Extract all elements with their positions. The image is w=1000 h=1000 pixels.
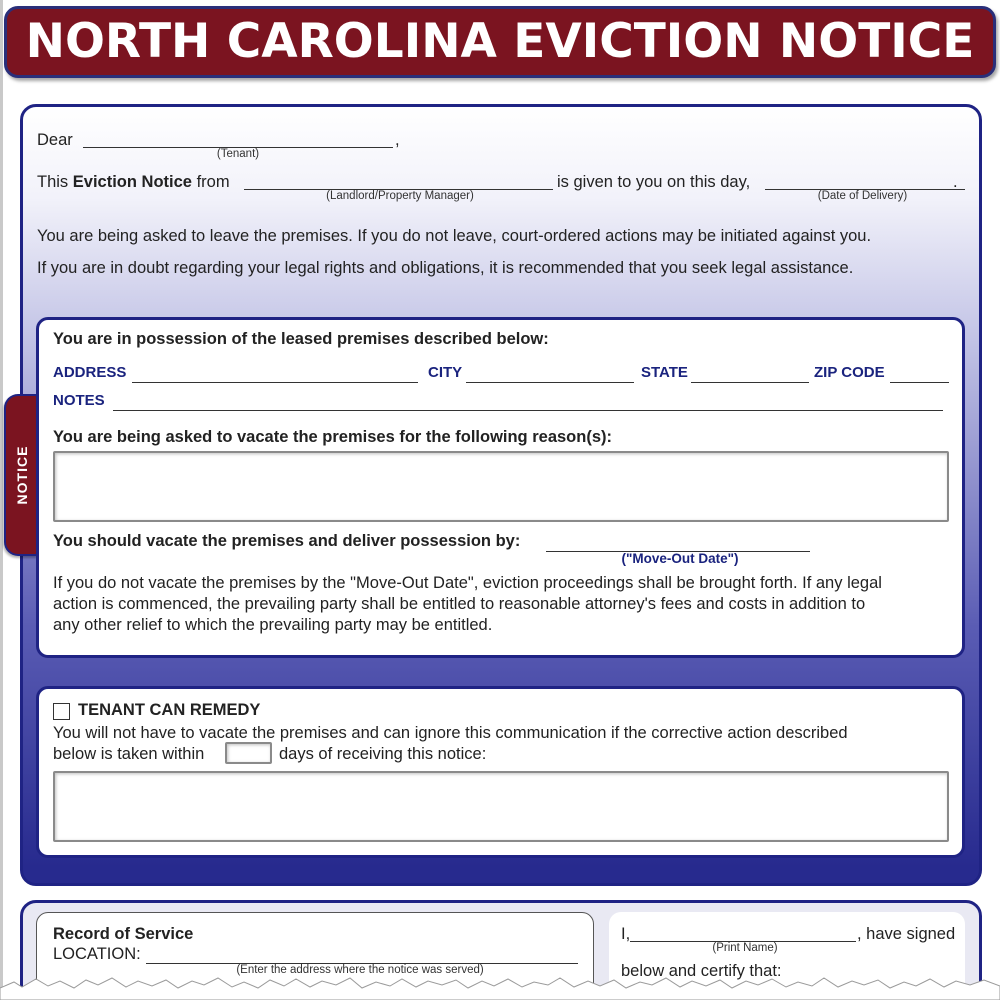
state-label: STATE: [641, 364, 688, 381]
zip-code-label: ZIP CODE: [814, 364, 885, 381]
warning-line-1: If you do not vacate the premises by the "Move-Out Date", eviction proceedings shall be brought forth. If any legal: [53, 574, 882, 592]
reasons-heading: You are being asked to vacate the premises for the following reason(s):: [53, 428, 612, 446]
legal-assistance-text: If you are in doubt regarding your legal rights and obligations, it is recommended that you seek legal assistance.: [37, 259, 854, 277]
move-out-caption: ("Move-Out Date"): [621, 551, 739, 566]
notes-label: NOTES: [53, 392, 105, 409]
side-tab-label: NOTICE: [14, 445, 30, 505]
premises-heading: You are in possession of the leased premises described below:: [53, 330, 549, 348]
remedy-days-input[interactable]: [225, 742, 272, 764]
warning-line-3: any other relief to which the prevailing party may be entitled.: [53, 616, 493, 634]
record-of-service-heading: Record of Service: [53, 925, 194, 943]
tenant-can-remedy-checkbox[interactable]: [53, 703, 70, 720]
certify-text: below and certify that:: [621, 962, 782, 980]
city-field[interactable]: [466, 382, 634, 383]
this-word: This: [37, 173, 69, 191]
print-name-caption: (Print Name): [712, 942, 778, 954]
address-label: ADDRESS: [53, 364, 127, 381]
location-label: LOCATION:: [53, 945, 141, 963]
warning-line-2: action is commenced, the prevailing party shall be entitled to reasonable attorney's fees and costs in addition to: [53, 595, 866, 613]
eviction-notice-word: Eviction Notice: [72, 173, 192, 191]
zip-code-field[interactable]: [890, 382, 949, 383]
i-label: I,: [621, 925, 631, 943]
page-edge-rule: [0, 0, 3, 1000]
torn-edge-graphic: [0, 968, 1000, 1000]
state-field[interactable]: [691, 382, 809, 383]
this-notice-sentence: [37, 173, 230, 192]
notice-side-tab: [4, 394, 38, 556]
dear-comma: ,: [395, 131, 400, 149]
location-caption: (Enter the address where the notice was served): [236, 964, 484, 976]
have-signed-text: , have signed: [857, 925, 956, 943]
from-word: from: [196, 173, 230, 191]
remedy-line-2b: days of receiving this notice:: [279, 745, 487, 763]
corrective-action-textarea[interactable]: [53, 771, 949, 842]
tenant-caption: (Tenant): [216, 148, 260, 160]
vacate-heading: You should vacate the premises and deliver possession by:: [53, 532, 521, 550]
leave-premises-text: You are being asked to leave the premises. If you do not leave, court-ordered actions may be initiated against you.: [37, 227, 872, 245]
dear-label: Dear: [37, 131, 73, 149]
landlord-caption: (Landlord/Property Manager): [326, 190, 474, 202]
remedy-line-2a: below is taken within: [53, 745, 205, 763]
delivery-date-caption: (Date of Delivery): [817, 190, 908, 202]
reasons-textarea[interactable]: [53, 451, 949, 522]
delivery-period: .: [953, 173, 958, 191]
page-title: NORTH CAROLINA EVICTION NOTICE: [4, 6, 996, 78]
remedy-heading: TENANT CAN REMEDY: [78, 701, 261, 719]
address-field[interactable]: [132, 382, 418, 383]
given-text: is given to you on this day,: [557, 173, 751, 191]
notes-field[interactable]: [113, 410, 943, 411]
remedy-line-1: You will not have to vacate the premises and can ignore this communication if the corrective action described: [53, 724, 848, 742]
city-label: CITY: [428, 364, 463, 381]
